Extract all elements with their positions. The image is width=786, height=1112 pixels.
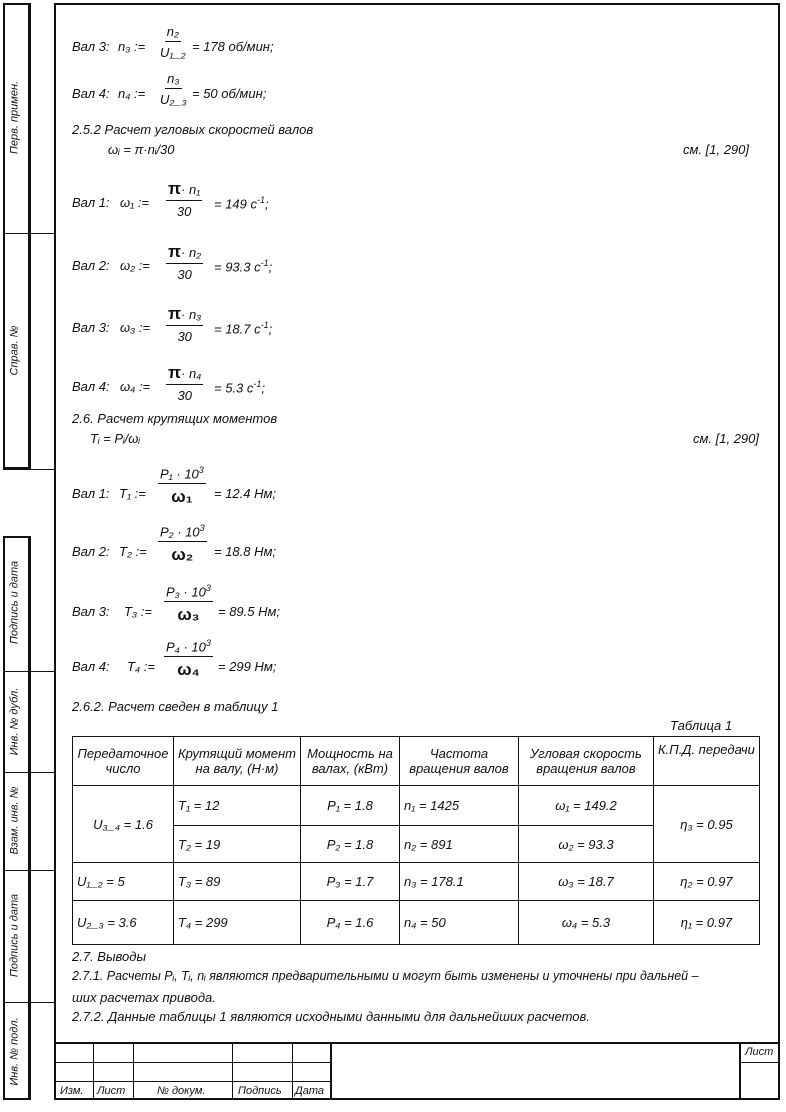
stamp-izm: Изм. [60,1085,84,1097]
torque-row-4-lhs: T₄ := [127,659,155,674]
torque-row-1-lhs: T₁ := [119,486,146,501]
stamp-col-list [739,1042,741,1100]
header-efficiency [654,737,760,786]
fraction-denominator: 30 [177,267,192,282]
angular-row-4-lhs: ω₄ := [120,379,151,394]
fraction-numerator [158,524,207,542]
torque-row-2-rhs: = 18.8 Нм; [214,544,277,559]
header-power [301,737,400,786]
terminator: ; [265,196,269,212]
freq-cell: n₁ = 1425 [400,786,519,826]
header-line: К.П.Д. передачи [658,742,755,757]
value: = 149 [214,196,247,212]
fraction-denominator: ω₄ [177,660,200,680]
torque-row-2-label: Вал 2: [72,544,110,559]
angular-row-1-label: Вал 1: [72,195,110,210]
pi-symbol: π [168,242,182,261]
conclusions-line-2: ших расчетах привода. [72,990,216,1005]
stamp-podpis: Подпись [238,1085,282,1097]
header-line: Крутящий момент [178,746,296,761]
ratio-cell: U₂_₃ = 3.6 [73,901,174,945]
unit: с [246,380,254,396]
power-cell: P₃ = 1.7 [301,863,400,901]
unit: с [254,259,261,275]
header-line: Передаточное [77,746,169,761]
torque-formula: Tᵢ = Pᵢ/ωᵢ [90,431,141,446]
results-table [72,736,760,945]
speed-v4-label: Вал 4: [72,86,110,101]
side-label-podpis-1: Подпись и дата [8,560,21,645]
speed-v4-lhs: n₄ := [118,86,146,101]
speed-v4-rhs: = 50 об/мин; [192,86,267,101]
torque-cell: T₄ = 299 [174,901,301,945]
stamp-col-2 [133,1042,134,1100]
speed-v3-label: Вал 3: [72,39,110,54]
stamp-row-line-1 [54,1062,330,1063]
torque-row-2-fraction [158,524,207,563]
side-separator-2 [3,469,54,470]
stamp-col-5 [330,1042,332,1100]
numerator-n: · n₃ [181,307,202,322]
stamp-list-right: Лист [745,1046,774,1058]
header-line: число [105,761,141,776]
header-line: Мощность на [307,746,393,761]
stamp-data: Дата [295,1085,325,1097]
stamp-dokum: № докум. [157,1085,206,1097]
side-separator-1 [3,233,54,234]
header-line: вращения валов [536,761,636,776]
header-line: валах, (кВт) [311,761,389,776]
fraction-numerator: n₃ [165,72,181,89]
stamp-col-4 [292,1042,293,1100]
fraction-numerator [166,364,203,385]
angular-row-4-fraction [166,364,203,402]
table-row [73,901,760,945]
angular-row-4-label: Вал 4: [72,379,110,394]
side-label-podpis-2: Подпись и дата [8,893,21,978]
freq-cell: n₃ = 178.1 [400,863,519,901]
torque-row-4-rhs: = 299 Нм; [218,659,277,674]
freq-cell: n₂ = 891 [400,826,519,863]
side-divider-bottom [30,536,31,1100]
torque-row-3-label: Вал 3: [72,604,110,619]
fraction-denominator: ω₂ [171,545,194,565]
table-row [73,863,760,901]
torque-ref: см. [1, 290] [693,431,760,446]
fraction-denominator: 30 [176,204,192,219]
eff-cell: η₂ = 0.97 [654,863,760,901]
fraction-denominator: U₁_₂ [160,45,186,60]
numerator-exponent: 3 [205,583,211,593]
fraction-denominator: 30 [177,388,192,403]
header-line: вращения валов [409,761,509,776]
fraction-numerator [164,639,213,657]
numerator-text: P₄ · 10 [166,639,206,655]
angular-row-3-fraction [166,305,203,343]
omega-cell: ω₄ = 5.3 [519,901,654,945]
value: = 5.3 [214,380,244,396]
header-line: на валу, (Н·м) [195,761,279,776]
terminator: ; [268,321,273,337]
angular-row-1-rhs [214,196,269,210]
terminator: ; [268,259,273,275]
torque-row-4-label: Вал 4: [72,659,110,674]
conclusions-line-3: 2.7.2. Данные таблицы 1 являются исходными данными для дальнейших расчетов. [72,1009,590,1024]
fraction-denominator: U₂_₃ [160,92,187,107]
side-label-inv-podl: Инв. № подл. [8,1017,21,1086]
unit: с [254,321,261,337]
value: = 93.3 [214,259,251,275]
fraction-denominator: 30 [177,329,192,344]
omega-cell: ω₂ = 93.3 [519,826,654,863]
unit: с [250,196,258,212]
angular-row-4-rhs [214,380,265,394]
table-header-row [73,737,760,786]
power-cell: P₄ = 1.6 [301,901,400,945]
pi-symbol: π [168,363,182,382]
torque-cell: T₁ = 12 [174,786,301,826]
angular-row-2-lhs: ω₂ := [120,258,150,273]
header-line: Угловая скорость [530,746,642,761]
stamp-top-line [54,1042,780,1044]
angular-row-1-fraction [166,180,202,218]
unit-exponent: -1 [257,195,266,205]
header-frequency [400,737,519,786]
table-row [73,786,760,826]
numerator-text: P₁ · 10 [160,466,199,482]
speed-v3-rhs: = 178 об/мин; [192,39,274,54]
stamp-col-1 [93,1042,94,1100]
power-cell: P₁ = 1.8 [301,786,400,826]
angular-ref: см. [1, 290] [683,142,750,157]
ratio-cell: U₁_₂ = 5 [73,863,174,901]
conclusions-line-1: 2.7.1. Расчеты Pᵢ, Tᵢ, nᵢ являются предварительными и могут быть изменены и уточнены при дальней – [72,969,699,983]
angular-row-2-label: Вал 2: [72,258,110,273]
omega-cell: ω₁ = 149.2 [519,786,654,826]
side-label-sprav: Справ. № [8,325,21,376]
side-label-inv-dubl: Инв. № дубл. [8,687,21,756]
torque-row-4-fraction [164,639,213,678]
pi-symbol: π [168,179,182,198]
fraction-numerator [166,180,202,201]
angular-formula: ωᵢ = π·nᵢ/30 [108,142,175,157]
header-line: Частота [429,746,489,761]
torque-row-1-label: Вал 1: [72,486,110,501]
angular-row-3-rhs [214,321,272,335]
fraction-numerator [166,305,203,326]
table-caption: Таблица 1 [670,718,733,733]
speed-v3-lhs: n₃ := [118,39,146,54]
fraction-numerator [158,466,206,484]
stamp-list-line [739,1062,780,1063]
unit-exponent: -1 [260,320,269,330]
angular-row-1-lhs: ω₁ := [120,195,150,210]
torque-row-2-lhs: T₂ := [119,544,147,559]
torque-heading: 2.6. Расчет крутящих моментов [72,411,278,426]
speed-v4-fraction [160,72,187,106]
angular-row-2-fraction [166,243,203,281]
side-divider-top [30,3,31,469]
torque-cell: T₃ = 89 [174,863,301,901]
angular-row-2-rhs [214,259,272,273]
numerator-text: P₂ · 10 [160,524,200,540]
angular-row-3-label: Вал 3: [72,320,110,335]
angular-heading: 2.5.2 Расчет угловых скоростей валов [72,122,314,137]
fraction-numerator: n₂ [165,25,181,42]
torque-row-3-fraction [164,584,213,623]
header-omega [519,737,654,786]
side-label-perv-primen: Перв. примен. [8,80,21,155]
eff-cell: η₁ = 0.97 [654,901,760,945]
stamp-col-3 [232,1042,233,1100]
fraction-denominator: ω₃ [177,605,200,625]
numerator-exponent: 3 [199,523,205,533]
stamp-list: Лист [97,1085,126,1097]
terminator: ; [261,380,266,396]
header-torque [174,737,301,786]
speed-v3-fraction [160,25,186,59]
unit-exponent: -1 [260,258,269,268]
power-cell: P₂ = 1.8 [301,826,400,863]
numerator-n: · n₄ [181,366,202,381]
eff-cell: η₃ = 0.95 [654,786,760,863]
side-label-vzam-inv: Взам. инв. № [8,786,21,855]
pi-symbol: π [168,304,182,323]
torque-row-3-lhs: T₃ := [124,604,152,619]
fraction-numerator [164,584,213,602]
fraction-denominator: ω₁ [171,487,193,507]
value: = 18.7 [214,321,251,337]
torque-row-1-rhs: = 12.4 Нм; [214,486,277,501]
omega-cell: ω₃ = 18.7 [519,863,654,901]
numerator-n: · n₁ [181,182,201,197]
stamp-row-line-2 [54,1081,330,1082]
fraction-numerator [166,243,203,264]
unit-exponent: -1 [253,379,262,389]
torque-cell: T₂ = 19 [174,826,301,863]
conclusions-heading: 2.7. Выводы [72,949,147,964]
header-ratio [73,737,174,786]
table-intro: 2.6.2. Расчет сведен в таблицу 1 [72,699,279,714]
ratio-cell: U₃_₄ = 1.6 [73,786,174,863]
numerator-exponent: 3 [205,638,211,648]
torque-row-1-fraction [158,466,206,505]
numerator-n: · n₂ [181,245,202,260]
numerator-exponent: 3 [198,465,204,475]
freq-cell: n₄ = 50 [400,901,519,945]
torque-row-3-rhs: = 89.5 Нм; [218,604,281,619]
numerator-text: P₃ · 10 [166,584,206,600]
angular-row-3-lhs: ω₃ := [120,320,151,335]
